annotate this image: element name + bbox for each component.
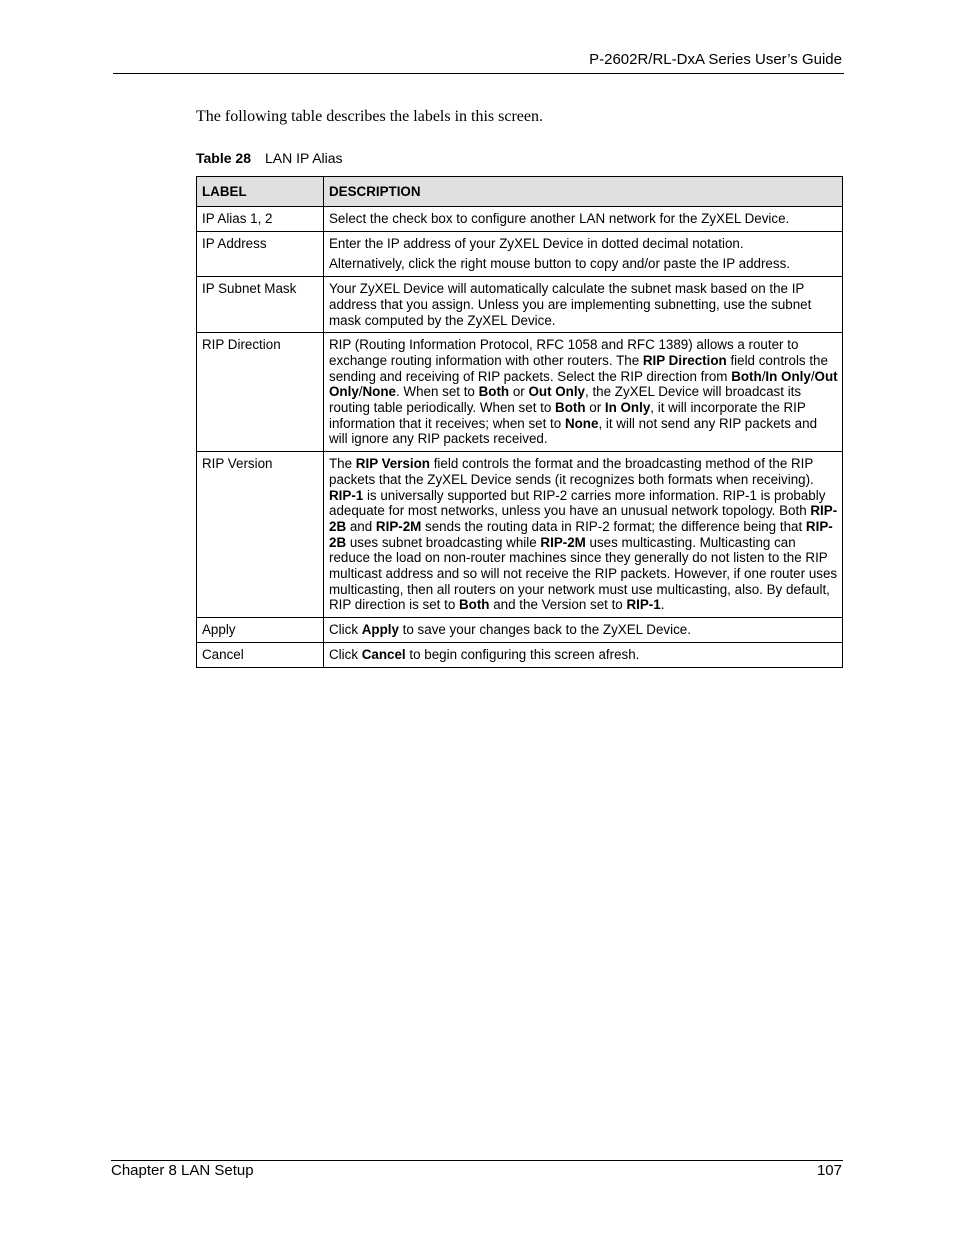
description-paragraph — [329, 281, 838, 328]
bold-term: In Only — [765, 368, 811, 384]
row-label: RIP Version — [197, 452, 324, 618]
bold-term: RIP-2B — [329, 518, 833, 550]
text-run: , it will incorporate the RIP information that it receives; when set to — [329, 400, 806, 431]
label-description-table — [196, 176, 843, 668]
table-caption-title: LAN IP Alias — [265, 150, 343, 166]
intro-paragraph: The following table describes the labels in this screen. — [196, 108, 544, 125]
text-run: uses subnet broadcasting while — [346, 534, 541, 550]
text-run: Select the check box to configure another LAN network for the ZyXEL Device. — [329, 211, 790, 226]
text-run: and the Version set to — [489, 597, 627, 613]
header-rule — [113, 73, 844, 74]
table-caption — [196, 149, 343, 167]
row-label: Apply — [197, 618, 324, 643]
bold-term: Both — [459, 597, 490, 613]
row-label: IP Subnet Mask — [197, 277, 324, 333]
text-run: / — [358, 384, 363, 400]
bold-term: RIP-2B — [329, 503, 838, 534]
row-label: RIP Direction — [197, 333, 324, 452]
text-run: . — [660, 597, 665, 613]
row-description — [324, 618, 843, 643]
text-run: Alternatively, click the right mouse button to copy and/or paste the IP address. — [329, 256, 790, 272]
bold-term: Cancel — [361, 646, 406, 662]
column-header-description: DESCRIPTION — [324, 177, 843, 207]
bold-term: None — [564, 415, 599, 431]
description-paragraph — [329, 647, 838, 663]
text-run: to save your changes back to the ZyXEL Device. — [398, 622, 691, 638]
running-header-title: P-2602R/RL-DxA Series User’s Guide — [589, 51, 842, 68]
text-run: Your ZyXEL Device will automatically calculate the subnet mask based on the IP address that you assign. Unless you are implementing subnetting, use the subnet mask computed by the ZyXEL Device. — [329, 281, 812, 328]
table-row — [197, 452, 843, 618]
description-paragraph — [329, 622, 838, 638]
text-run: field controls the format and the broadcasting method of the RIP packets that the ZyXEL Device sends (it recognizes both formats when receiving). — [329, 456, 814, 487]
bold-term: RIP-1 — [329, 487, 364, 503]
text-run: and — [346, 518, 376, 534]
table-caption-number: Table 28 — [196, 150, 251, 166]
text-run: / — [810, 368, 815, 384]
text-run: sends the routing data in RIP-2 format; the difference being that — [421, 518, 806, 534]
text-run: RIP (Routing Information Protocol, RFC 1058 and RFC 1389) allows a router to exchange routing information with other routers. The — [329, 337, 799, 368]
text-run: The — [329, 456, 356, 472]
text-run: . When set to — [395, 384, 479, 400]
row-description — [324, 333, 843, 452]
text-run: or — [509, 384, 529, 400]
description-paragraph — [329, 211, 838, 227]
table-row — [197, 277, 843, 333]
bold-term: RIP-2M — [375, 518, 422, 534]
bold-term: None — [362, 384, 396, 400]
table-row — [197, 231, 843, 276]
bold-term: Out Only — [329, 368, 838, 400]
row-label: IP Address — [197, 231, 324, 276]
table-row — [197, 333, 843, 452]
bold-term: Both — [555, 400, 586, 416]
row-description — [324, 642, 843, 667]
footer-rule — [111, 1160, 843, 1161]
table-row — [197, 642, 843, 667]
text-run: is universally supported but RIP-2 carries more information. RIP-1 is probably adequate for most networks, unless you have an unusual network topology. Both — [329, 487, 826, 519]
bold-term: Apply — [361, 622, 399, 638]
row-description — [324, 231, 843, 276]
text-run: field controls the sending and receiving of RIP packets. Select the RIP direction from — [329, 352, 828, 384]
row-description — [324, 452, 843, 618]
bold-term: RIP Version — [355, 456, 430, 472]
bold-term: RIP-1 — [626, 597, 661, 613]
bold-term: RIP-2M — [540, 534, 586, 550]
text-run: Click — [329, 646, 362, 662]
bold-term: In Only — [604, 400, 651, 416]
table-header-row — [197, 177, 843, 207]
text-run: Click — [329, 622, 362, 638]
bold-term: Both — [731, 368, 762, 384]
footer-chapter: Chapter 8 LAN Setup — [111, 1162, 254, 1179]
description-paragraph — [329, 337, 838, 447]
text-run: , the ZyXEL Device will broadcast its routing table periodically. When set to — [329, 384, 802, 416]
table-row — [197, 207, 843, 232]
table-row — [197, 618, 843, 643]
row-description — [324, 277, 843, 333]
description-paragraph — [329, 256, 838, 272]
text-run: Enter the IP address of your ZyXEL Device in dotted decimal notation. — [329, 235, 744, 251]
text-run: / — [761, 368, 766, 384]
row-label: IP Alias 1, 2 — [197, 207, 324, 232]
text-run: uses multicasting. Multicasting can reduce the load on non-router machines since they generally do not listen to the RIP multicast address and so will not receive the RIP packets. However, if one router uses multicasting, then all routers on your network must use multicasting, also. By default, RIP direction is set to — [329, 534, 838, 613]
description-paragraph — [329, 236, 838, 252]
text-run: , it will not send any RIP packets and will ignore any RIP packets received. — [329, 415, 818, 447]
text-run: to begin configuring this screen afresh. — [405, 646, 640, 662]
bold-term: Both — [478, 384, 510, 400]
bold-term: RIP Direction — [642, 352, 727, 368]
footer-page-number: 107 — [816, 1162, 842, 1179]
table-body — [197, 207, 843, 668]
row-label: Cancel — [197, 642, 324, 667]
column-header-label: LABEL — [197, 177, 324, 207]
bold-term: Out Only — [528, 384, 586, 400]
row-description — [324, 207, 843, 232]
description-paragraph — [329, 456, 838, 613]
text-run: or — [585, 400, 605, 416]
